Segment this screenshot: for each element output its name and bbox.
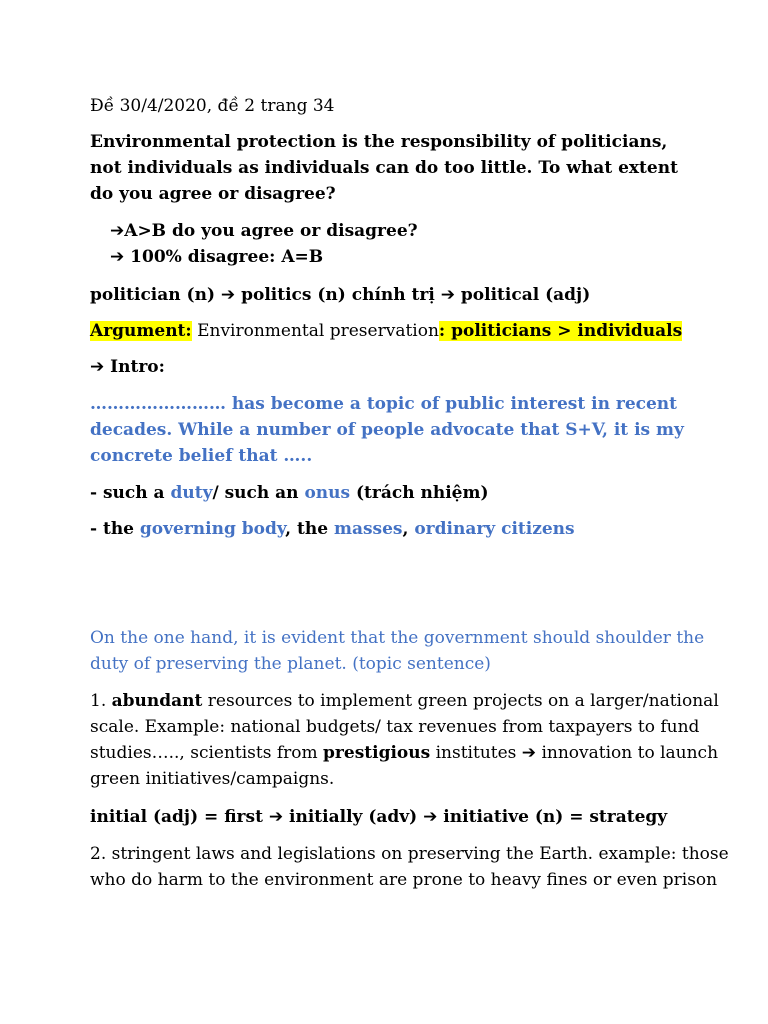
arrow-right-icon: ➔ xyxy=(440,285,455,305)
text-fragment: - such a xyxy=(90,483,171,503)
point-1-line-4: green initiatives/campaigns. xyxy=(90,769,335,789)
arrow-right-icon: ➔ xyxy=(521,743,537,763)
point-1-line-3 xyxy=(90,740,718,766)
bullet-1 xyxy=(110,218,418,244)
text-fragment: / such an xyxy=(212,483,305,503)
vocab-term: initial (adj) = first xyxy=(90,807,269,827)
text-fragment: institutes xyxy=(430,743,522,763)
keyword-duty: duty xyxy=(170,483,213,503)
point-1-line-1 xyxy=(90,688,719,714)
intro-heading xyxy=(90,354,165,380)
argument-line xyxy=(90,318,682,344)
text-fragment: (trách nhiệm) xyxy=(350,483,489,503)
prompt-line-1: Environmental protection is the responsibility of politicians, xyxy=(90,132,668,152)
vocab-term: politics (n) chính trị xyxy=(235,285,441,305)
arrow-right-icon: ➔ xyxy=(220,285,236,305)
text-fragment: 1. xyxy=(90,691,112,711)
text-fragment: resources to implement green projects on a larger/national xyxy=(202,691,719,711)
point-2-line-2: who do harm to the environment are prone to heavy fines or even prison xyxy=(90,870,718,890)
text-fragment: , xyxy=(402,519,415,539)
point-2-line-1: 2. stringent laws and legislations on preserving the Earth. example: those xyxy=(90,844,729,864)
document-header: Đề 30/4/2020, đề 2 trang 34 xyxy=(90,96,335,116)
vocab-term: initiative (n) = strategy xyxy=(437,807,668,827)
arrow-right-icon: ➔ xyxy=(268,807,284,827)
text-fragment: innovation to launch xyxy=(536,743,719,763)
keyword-ordinary-citizens: ordinary citizens xyxy=(414,519,575,539)
intro-template-line-3: concrete belief that ….. xyxy=(90,446,313,466)
vocab-term: politician (n) xyxy=(90,285,221,305)
vocab-term: initially (adv) xyxy=(283,807,424,827)
arrow-right-icon: ➔ xyxy=(423,807,438,827)
prompt-line-2: not individuals as individuals can do too little. To what extent xyxy=(90,158,678,178)
point-1-line-2: scale. Example: national budgets/ tax revenues from taxpayers to fund xyxy=(90,717,700,737)
arrow-right-icon: ➔ xyxy=(110,247,125,267)
prompt-line-3: do you agree or disagree? xyxy=(90,184,336,204)
argument-label: Argument: xyxy=(90,321,192,341)
bullet-2 xyxy=(110,244,323,270)
text-fragment: , the xyxy=(285,519,334,539)
text-fragment: - the xyxy=(90,519,140,539)
topic-sentence-line-1: On the one hand, it is evident that the government should shoulder the xyxy=(90,628,705,648)
vocab-term: political (adj) xyxy=(455,285,591,305)
bullet-text: 100% disagree: A=B xyxy=(124,247,324,267)
keyword-onus: onus xyxy=(304,483,351,503)
arrow-right-icon: ➔ xyxy=(90,357,105,377)
arrow-right-icon: ➔ xyxy=(110,221,125,241)
text-fragment: studies….., scientists from xyxy=(90,743,324,763)
keyword-prestigious: prestigious xyxy=(323,743,431,763)
topic-sentence-line-2: duty of preserving the planet. (topic sentence) xyxy=(90,654,491,674)
intro-template-line-2: decades. While a number of people advocate that S+V, it is my xyxy=(90,420,684,440)
bullet-text: A>B do you agree or disagree? xyxy=(124,221,418,241)
intro-label: Intro: xyxy=(104,357,165,377)
vocab-line-initiative xyxy=(90,804,667,830)
vocab-line-politics xyxy=(90,282,590,308)
argument-highlight: : politicians > individuals xyxy=(438,321,683,341)
argument-text: Environmental preservation xyxy=(191,321,439,341)
intro-template-line-1: …………………… has become a topic of public interest in recent xyxy=(90,394,678,414)
keyword-masses: masses xyxy=(333,519,403,539)
such-a-duty-line xyxy=(90,480,489,506)
keyword-abundant: abundant xyxy=(111,691,203,711)
the-governing-body-line xyxy=(90,516,575,542)
keyword-governing-body: governing body xyxy=(139,519,286,539)
